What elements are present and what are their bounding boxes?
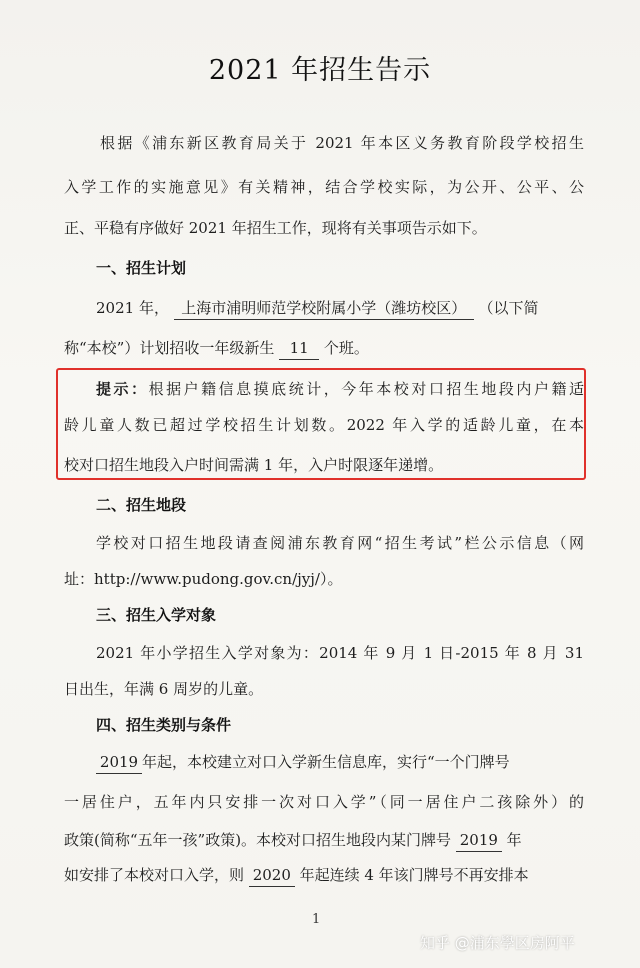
watermark-text: 知乎 @浦东學区房阿平 xyxy=(420,934,575,952)
page-number: 1 xyxy=(312,912,321,927)
year-2019-b: 2019 xyxy=(456,829,502,852)
class-count: 11 xyxy=(279,337,319,360)
year-2019-a: 2019 xyxy=(96,751,142,774)
plan-line-2 xyxy=(64,337,584,360)
notice-line-1 xyxy=(96,378,584,400)
section-heading-district: 二、招生地段 xyxy=(96,496,187,514)
intro-line-1: 根据《浦东新区教育局关于 2021 年本区义务教育阶段学校招生 xyxy=(100,134,584,152)
categories-line-1 xyxy=(96,751,584,774)
categories-line-4 xyxy=(64,864,584,887)
plan-suffix: （以下简 xyxy=(478,299,539,317)
notice-line-1-text: 根据户籍信息摸底统计，今年本校对口招生地段内户籍适 xyxy=(148,380,584,398)
eligibility-line-1: 2021 年小学招生入学对象为：2014 年 9 月 1 日-2015 年 8 月 31 xyxy=(96,644,584,662)
categories-line-3 xyxy=(64,829,584,852)
categories-line-4-prefix: 如安排了本校对口入学，则 xyxy=(64,866,245,884)
notice-line-3: 校对口招生地段入户时间需满 1 年，入户时限逐年递增。 xyxy=(64,456,444,474)
district-line-1: 学校对口招生地段请查阅浦东教育网“招生考试”栏公示信息（网 xyxy=(96,534,584,552)
categories-line-4-suffix: 年起连续 4 年该门牌号不再安排本 xyxy=(299,866,529,884)
section-heading-categories: 四、招生类别与条件 xyxy=(96,716,232,734)
section-heading-plan: 一、招生计划 xyxy=(96,259,187,277)
plan-line-2-prefix: 称“本校”）计划招收一年级新生 xyxy=(64,339,275,357)
eligibility-line-2: 日出生，年满 6 周岁的儿童。 xyxy=(64,680,264,698)
intro-line-3: 正、平稳有序做好 2021 年招生工作，现将有关事项告示如下。 xyxy=(64,219,487,237)
intro-line-2: 入学工作的实施意见》有关精神，结合学校实际，为公开、公平、公 xyxy=(64,178,584,196)
school-name: 上海市浦明师范学校附属小学（潍坊校区） xyxy=(174,297,474,320)
plan-line-1 xyxy=(96,297,584,320)
categories-line-3-suffix: 年 xyxy=(506,831,522,849)
categories-line-3-prefix: 政策(简称“五年一孩”政策)。本校对口招生地段内某门牌号 xyxy=(64,831,452,849)
notice-line-2: 龄儿童人数已超过学校招生计划数。2022 年入学的适龄儿童，在本 xyxy=(64,416,584,434)
categories-line-2: 一居住户，五年内只安排一次对口入学”（同一居住户二孩除外）的 xyxy=(64,793,584,811)
section-heading-eligibility: 三、招生入学对象 xyxy=(96,606,217,624)
notice-label: 提示： xyxy=(96,380,149,398)
categories-line-1-text: 年起，本校建立对口入学新生信息库，实行“一个门牌号 xyxy=(142,753,510,771)
page-title: 2021 年招生告示 xyxy=(208,55,432,86)
year-2020: 2020 xyxy=(249,864,295,887)
district-line-2: 址：http://www.pudong.gov.cn/jyj/）。 xyxy=(64,570,343,588)
plan-line-2-suffix: 个班。 xyxy=(323,339,369,357)
plan-year: 2021 年， xyxy=(96,299,169,317)
